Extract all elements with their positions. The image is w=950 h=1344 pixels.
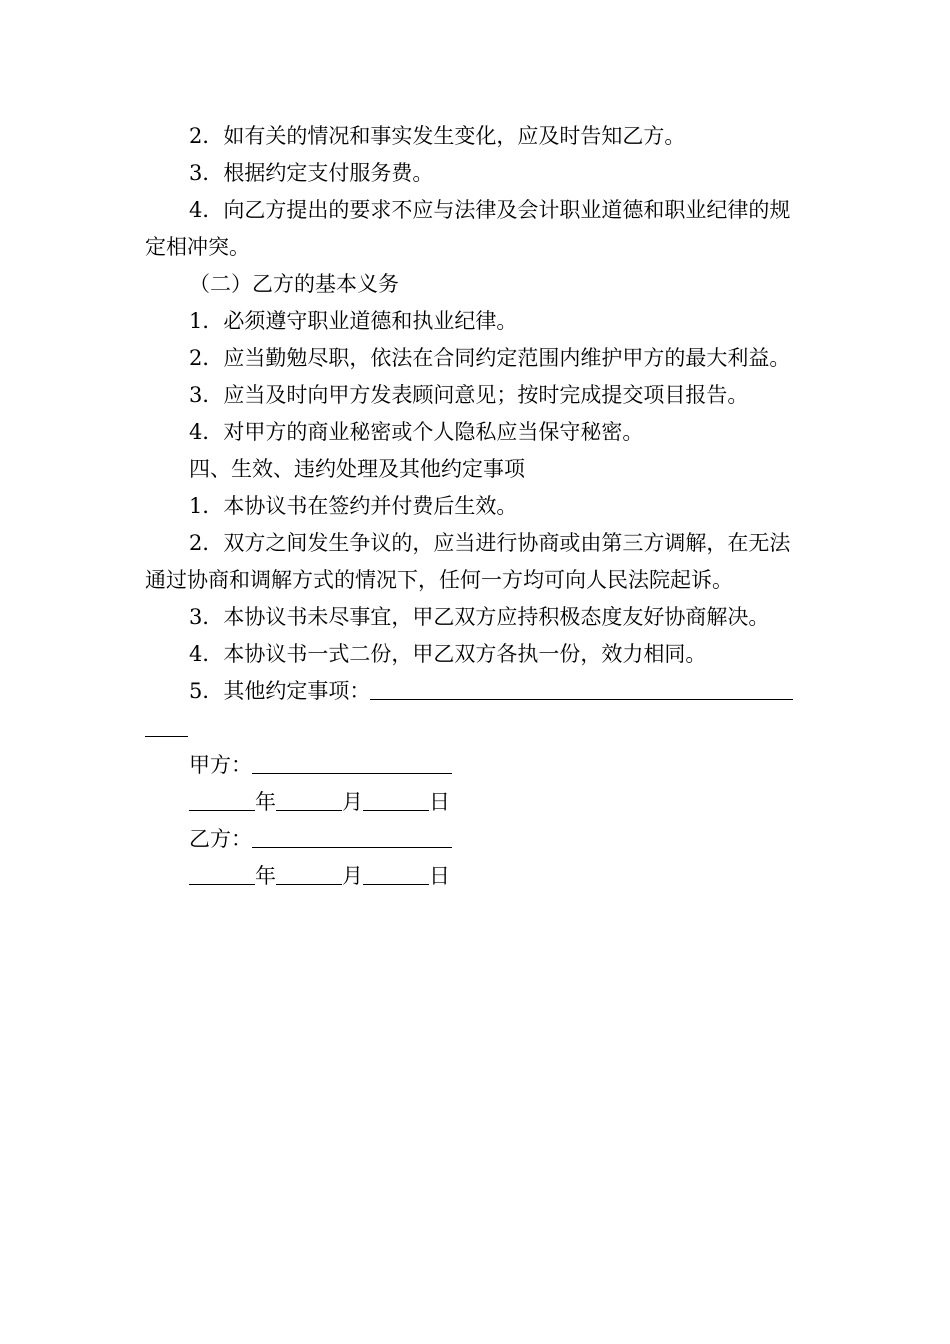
- other-terms-blank: [370, 678, 793, 700]
- party-a-month-label: 月: [342, 790, 363, 814]
- obligation-a-3: 3．根据约定支付服务费。: [189, 161, 434, 185]
- other-terms-label: 5．其他约定事项：: [189, 679, 371, 703]
- party-b-month-blank: [276, 863, 342, 885]
- section-4-title: 四、生效、违约处理及其他约定事项: [189, 457, 525, 481]
- party-b-day-blank: [363, 863, 429, 885]
- party-a-signature: [145, 747, 810, 784]
- party-b-month-label: 月: [342, 864, 363, 888]
- party-b-year-blank: [189, 863, 255, 885]
- party-b-day-label: 日: [429, 864, 450, 888]
- term-4: 4．本协议书一式二份，甲乙双方各执一份，效力相同。: [189, 642, 707, 666]
- obligation-b-2: 2．应当勤勉尽职，依法在合同约定范围内维护甲方的最大利益。: [189, 346, 791, 370]
- party-a-year-blank: [189, 789, 255, 811]
- party-a-month-blank: [276, 789, 342, 811]
- other-terms-line: [145, 673, 810, 710]
- party-a-date: [145, 784, 810, 821]
- term-3: 3．本协议书未尽事宜，甲乙双方应持积极态度友好协商解决。: [189, 605, 770, 629]
- term-2: 2．双方之间发生争议的，应当进行协商或由第三方调解，在无法通过协商和调解方式的情况下，任何一方均可向人民法院起诉。: [145, 531, 791, 592]
- document-body: [145, 118, 810, 895]
- obligation-a-2: 2．如有关的情况和事实发生变化，应及时告知乙方。: [189, 124, 686, 148]
- party-b-signature: [145, 821, 810, 858]
- party-a-day-blank: [363, 789, 429, 811]
- party-b-date: [145, 858, 810, 895]
- party-a-blank: [252, 752, 452, 774]
- party-a-day-label: 日: [429, 790, 450, 814]
- other-terms-blank-tail: [145, 715, 188, 737]
- party-a-year-label: 年: [255, 790, 276, 814]
- obligation-a-4: 4．向乙方提出的要求不应与法律及会计职业道德和职业纪律的规定相冲突。: [145, 198, 791, 259]
- obligation-b-1: 1．必须遵守职业道德和执业纪律。: [189, 309, 518, 333]
- party-b-blank: [252, 826, 452, 848]
- section-b-title: （二）乙方的基本义务: [189, 272, 399, 296]
- other-terms-continuation: [145, 710, 810, 747]
- party-b-year-label: 年: [255, 864, 276, 888]
- obligation-b-4: 4．对甲方的商业秘密或个人隐私应当保守秘密。: [189, 420, 644, 444]
- term-1: 1．本协议书在签约并付费后生效。: [189, 494, 518, 518]
- party-a-label: 甲方：: [189, 753, 252, 777]
- party-b-label: 乙方：: [189, 827, 252, 851]
- obligation-b-3: 3．应当及时向甲方发表顾问意见；按时完成提交项目报告。: [189, 383, 749, 407]
